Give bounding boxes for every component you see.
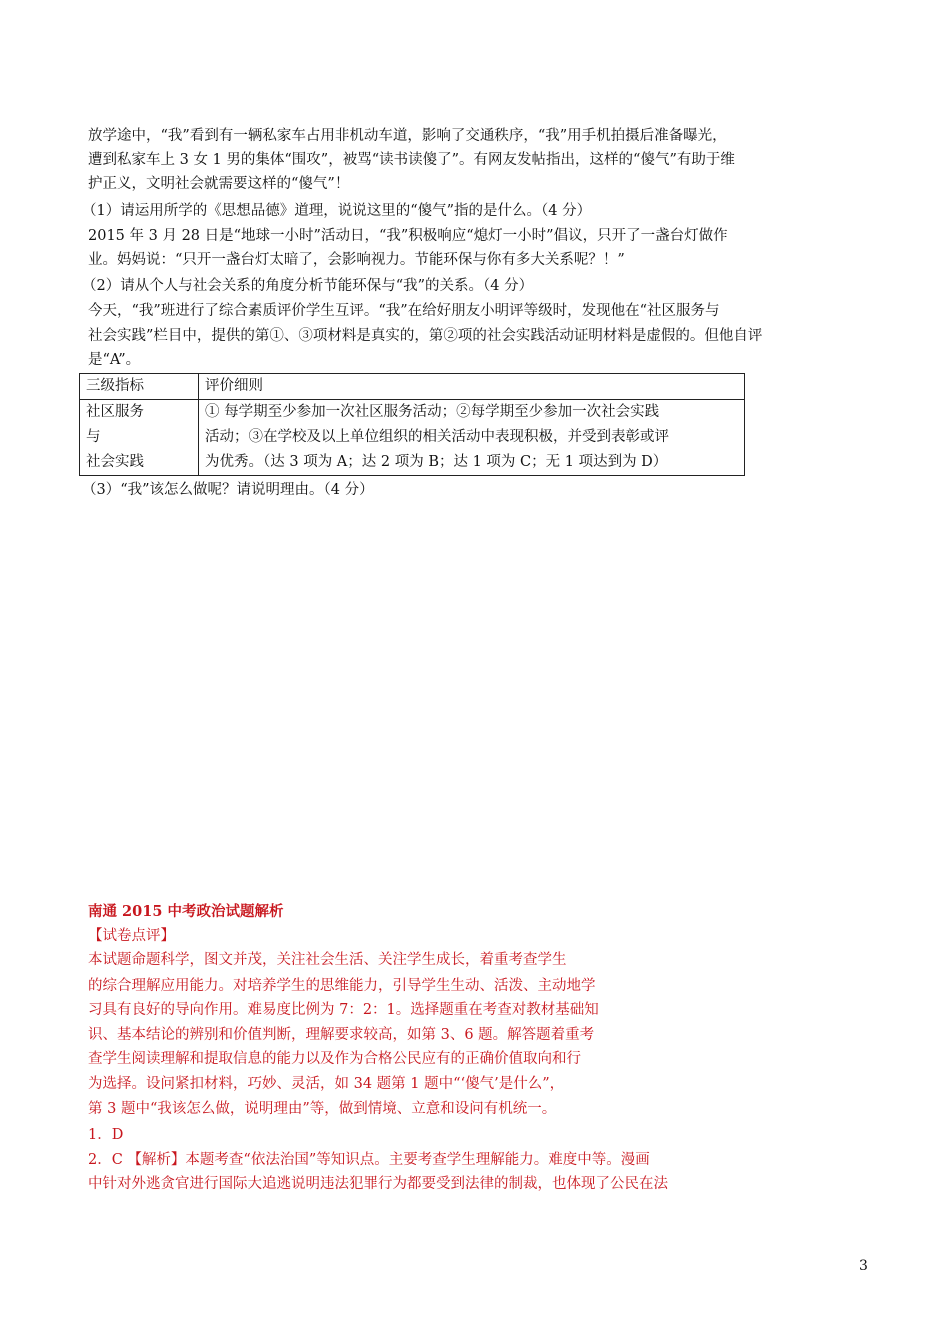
analysis-title: 南通 2015 中考政治试题解析 [88,903,284,920]
table-cell-line: 为优秀。（达 3 项为 A；达 2 项为 B；达 1 项为 C；无 1 项达到为 D） [205,454,668,470]
question-line: 业。妈妈说：“只开一盏台灯太暗了，会影响视力。节能环保与你有多大关系呢？！” [88,252,625,268]
table-header-cell: 评价细则 [199,374,745,400]
sub-question-3: （3）“我”该怎么做呢？请说明理由。（4 分） [82,482,374,498]
question-line: 遭到私家车上 3 女 1 男的集体“围攻”，被骂“读书读傻了”。有网友发帖指出，这样的“傻气”有助于维 [88,152,735,168]
analysis-line: 查学生阅读理解和提取信息的能力以及作为合格公民应有的正确价值取向和行 [88,1051,581,1067]
question-line: 2015 年 3 月 28 日是“地球一小时”活动日，“我”积极响应“熄灯一小时”倡议，只开了一盏台灯做作 [88,228,728,244]
table-row-detail [199,400,745,476]
question-line: 社会实践”栏目中，提供的第①、③项材料是真实的，第②项的社会实践活动证明材料是虚假的。但他自评 [88,328,763,344]
analysis-section-heading: 【试卷点评】 [88,928,175,944]
question-line: 今天，“我”班进行了综合素质评价学生互评。“我”在给好朋友小明评等级时，发现他在“社区服务与 [88,303,720,319]
table-row-label [80,400,199,476]
question-line: 是“A”。 [88,352,141,368]
analysis-line: 为选择。设问紧扣材料，巧妙、灵活，如 34 题第 1 题中“‘傻气’是什么”， [88,1076,565,1092]
table-header-cell: 三级指标 [80,374,199,400]
analysis-line: 第 3 题中“我该怎么做，说明理由”等，做到情境、立意和设问有机统一。 [88,1101,557,1117]
page-number: 3 [859,1258,868,1274]
evaluation-table [79,373,745,476]
analysis-line: 识、基本结论的辨别和价值判断，理解要求较高，如第 3、6 题。解答题着重考 [88,1027,595,1043]
table-cell-line: 与 [86,429,101,445]
analysis-line: 的综合理解应用能力。对培养学生的思维能力，引导学生生动、活泼、主动地学 [88,978,596,994]
question-line: 护正义，文明社会就需要这样的“傻气”！ [88,176,350,192]
answer-line: 中针对外逃贪官进行国际大追逃说明违法犯罪行为都要受到法律的制裁，也体现了公民在法 [88,1176,668,1192]
sub-question-2: （2）请从个人与社会关系的角度分析节能环保与“我”的关系。（4 分） [82,278,534,294]
table-header-row [80,374,745,400]
table-row [80,400,745,476]
table-cell-line: 活动；③在学校及以上单位组织的相关活动中表现积极，并受到表彰或评 [205,429,669,445]
table-cell-line: ① 每学期至少参加一次社区服务活动；②每学期至少参加一次社会实践 [205,404,660,420]
analysis-line: 本试题命题科学，图文并茂，关注社会生活、关注学生成长，着重考查学生 [88,952,567,968]
sub-question-1: （1）请运用所学的《思想品德》道理，说说这里的“傻气”指的是什么。（4 分） [82,203,592,219]
answer-line: 2．C 【解析】本题考查“依法治国”等知识点。主要考查学生理解能力。难度中等。漫画 [88,1152,650,1168]
table-cell-line: 社区服务 [86,404,144,420]
table-cell-line: 社会实践 [86,454,144,470]
question-line: 放学途中，“我”看到有一辆私家车占用非机动车道，影响了交通秩序，“我”用手机拍摄后准备曝光， [88,128,727,144]
answer-line: 1．D [88,1127,124,1143]
analysis-line: 习具有良好的导向作用。难易度比例为 7：2：1。选择题重在考查对教材基础知 [88,1002,599,1018]
